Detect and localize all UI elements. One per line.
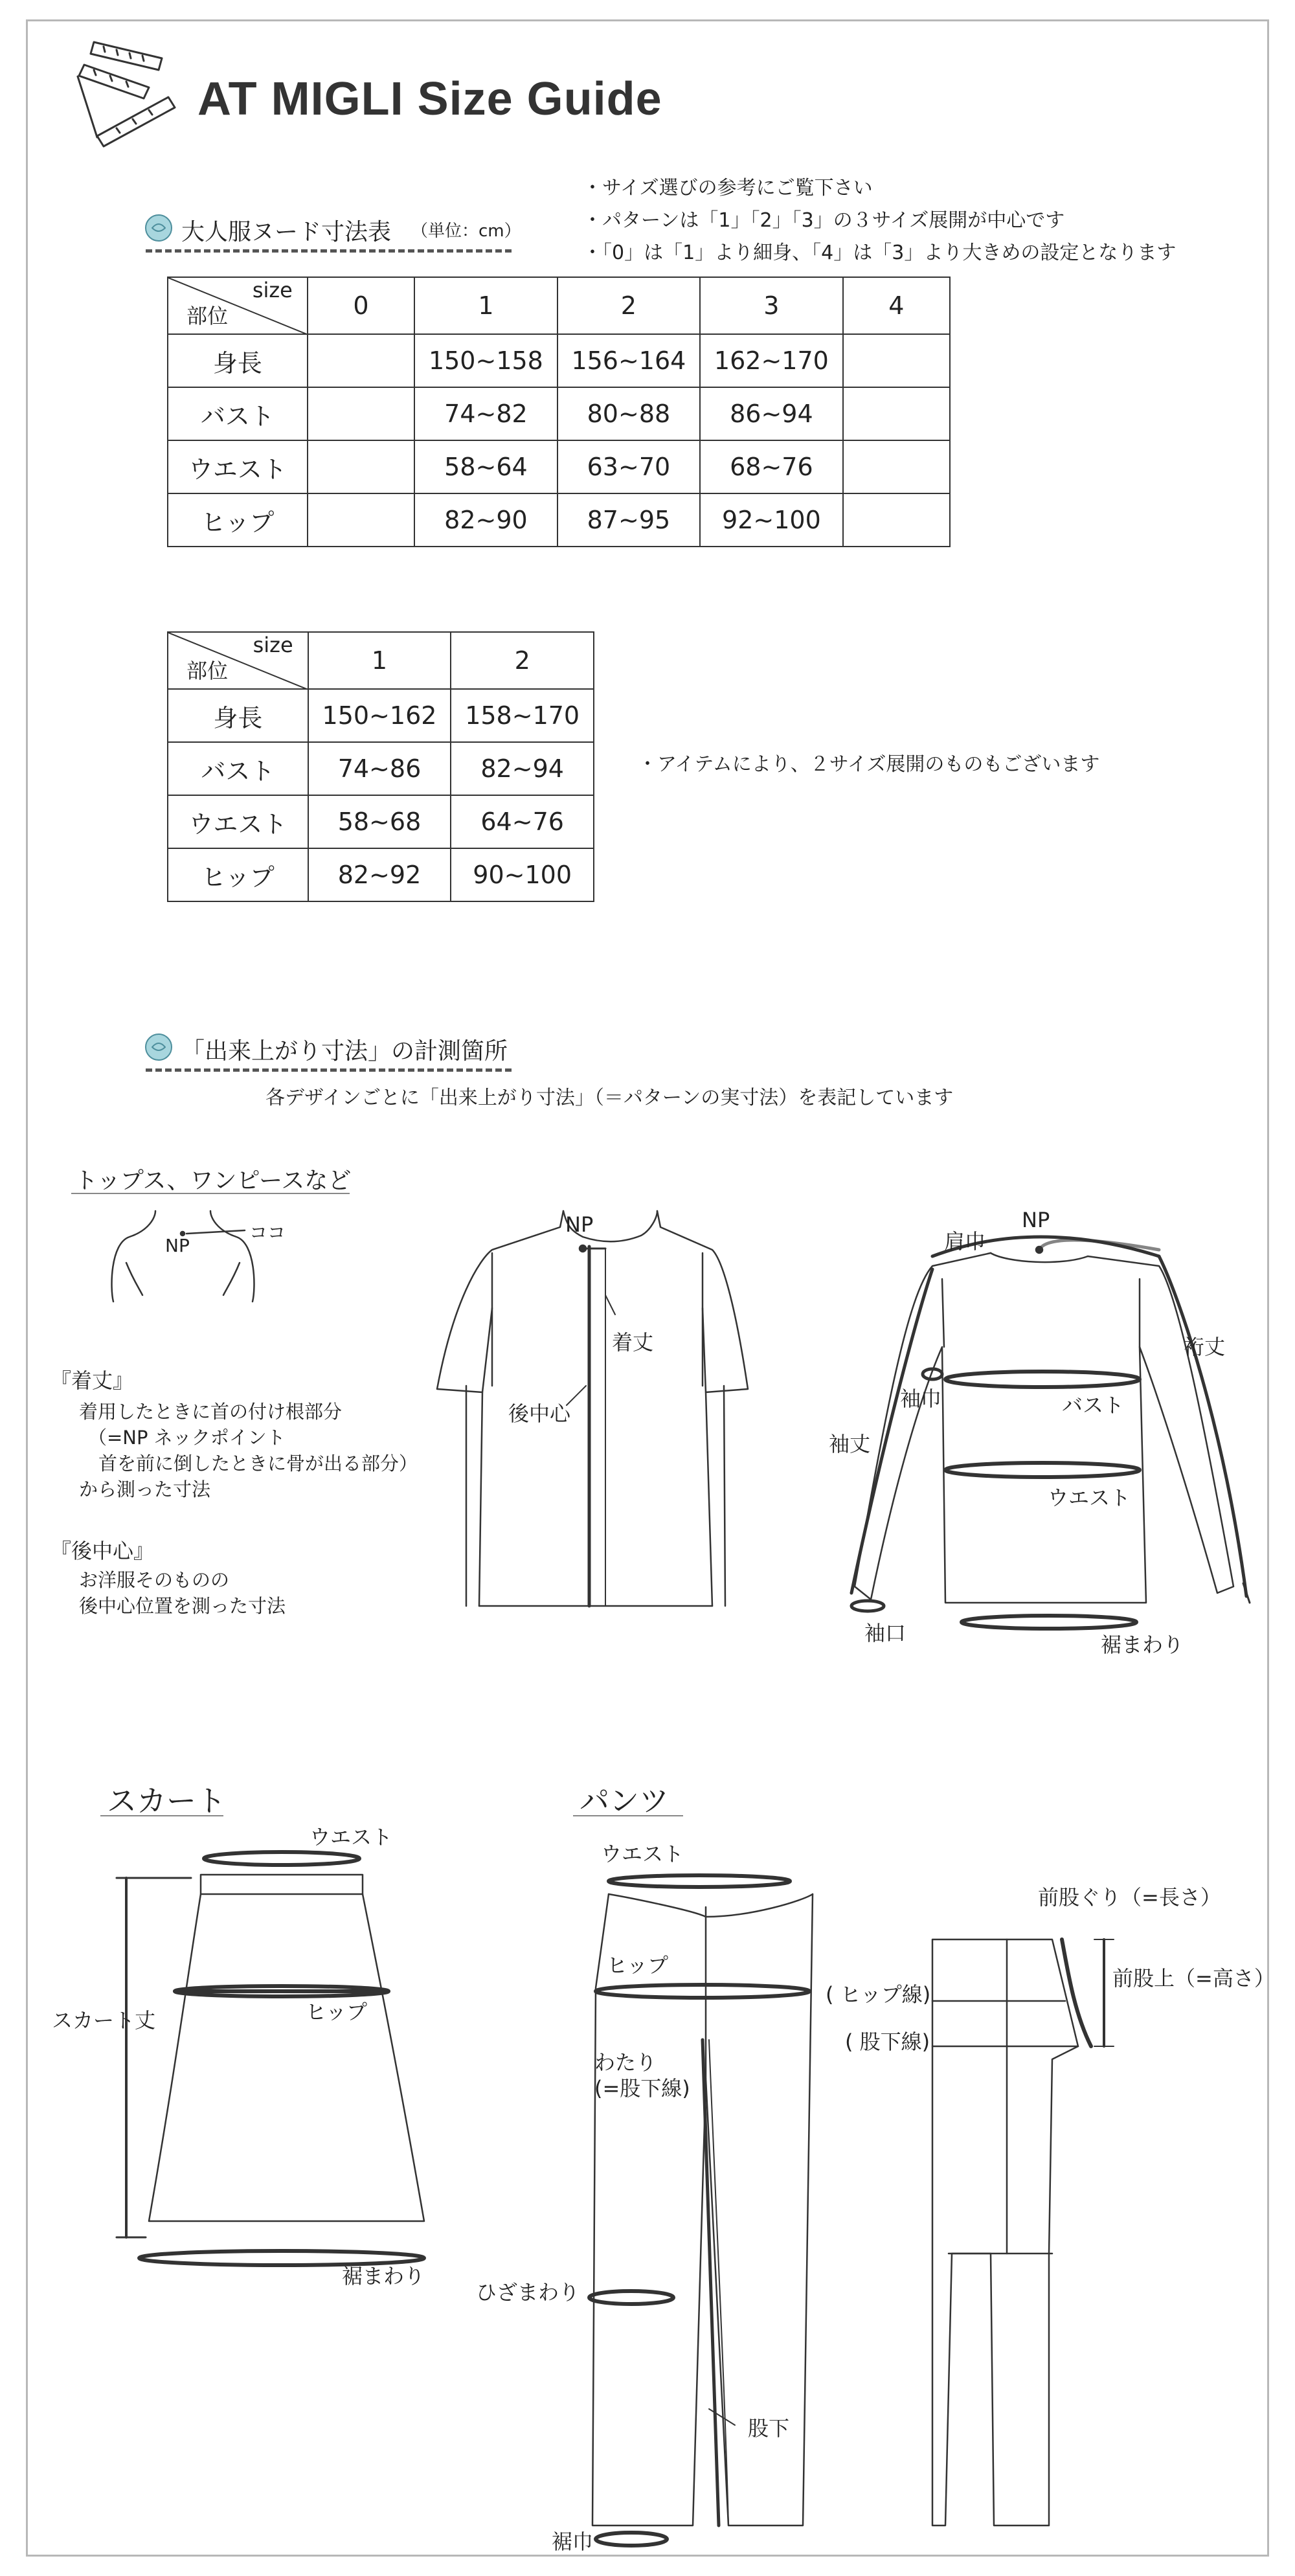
table-row — [168, 795, 594, 848]
np-here-label: ココ — [249, 1222, 286, 1243]
pants-heading-underline — [573, 1815, 683, 1816]
section-title-finished: 「出来上がり寸法」の計測箇所 — [181, 1038, 508, 1065]
pants-watari-note: (=股下線) — [594, 2076, 690, 2101]
table-cell — [843, 334, 950, 387]
kitake-title: 『着丈』 — [51, 1368, 134, 1393]
sweater-waist-label: ウエスト — [1048, 1486, 1131, 1510]
table-cell: 74~86 — [308, 742, 451, 795]
kitake-line: から測った寸法 — [79, 1478, 211, 1500]
pants-pattern-figure — [932, 1939, 1114, 2525]
sweater-yukitake-label: 裄丈 — [1184, 1335, 1226, 1359]
table-row — [168, 387, 950, 440]
row-label: ウエスト — [168, 795, 308, 848]
size-header: 0 — [308, 277, 414, 334]
table-corner — [168, 277, 308, 334]
sweater-katahaba-label: 肩巾 — [944, 1229, 986, 1254]
sweater-hem-label: 裾まわり — [1101, 1633, 1184, 1657]
ushiro-line: お洋服そのものの — [79, 1569, 230, 1591]
sweater-sodetake-label: 袖丈 — [829, 1432, 871, 1456]
pants-inseam-label: 股下 — [748, 2416, 790, 2441]
size-table-2 — [167, 631, 594, 902]
corner-size-label: size — [253, 633, 293, 657]
skirt-hip-label: ヒップ — [306, 2000, 368, 2024]
table-cell: 80~88 — [557, 387, 700, 440]
table-cell: 158~170 — [451, 689, 594, 742]
table-row — [168, 334, 950, 387]
table-cell: 63~70 — [557, 440, 700, 493]
two-size-note: ・アイテムにより、２サイズ展開のものもございます — [638, 753, 1100, 776]
table-cell: 90~100 — [451, 848, 594, 901]
table-cell — [308, 440, 414, 493]
sweater-figure — [851, 1237, 1250, 1629]
tops-heading-underline — [71, 1193, 350, 1194]
corner-size-label: size — [252, 278, 293, 302]
tops-heading: トップス、ワンピースなど — [74, 1168, 352, 1194]
note-line: ・パターンは「1」「2」「3」の３サイズ展開が中心です — [583, 209, 1065, 232]
ushiro-title: 『後中心』 — [51, 1539, 155, 1563]
row-label: ヒップ — [168, 493, 308, 547]
row-label: バスト — [168, 742, 308, 795]
table-cell: 92~100 — [700, 493, 842, 547]
table-cell — [308, 334, 414, 387]
table-cell: 86~94 — [700, 387, 842, 440]
section-underline — [146, 1068, 512, 1072]
size-header: 4 — [843, 277, 950, 334]
row-label: バスト — [168, 387, 308, 440]
crotch-line-label: ( 股下線) — [845, 2029, 930, 2054]
table-cell: 82~92 — [308, 848, 451, 901]
table-row — [168, 742, 594, 795]
pants-heading: パンツ — [580, 1783, 669, 1818]
table-row — [168, 493, 950, 547]
shirt-ushiro-label: 後中心 — [508, 1401, 571, 1426]
table-cell: 58~68 — [308, 795, 451, 848]
skirt-length-label: スカート丈 — [52, 2008, 156, 2033]
rose-icon-2 — [146, 1034, 172, 1060]
table-row — [168, 689, 594, 742]
body-back-figure — [112, 1211, 254, 1302]
size-header: 1 — [414, 277, 557, 334]
rose-icon — [146, 215, 172, 241]
table-corner — [168, 632, 308, 689]
tape-measure-icon — [78, 42, 175, 146]
size-table-5 — [167, 277, 951, 547]
pants-watari-label: わたり — [594, 2050, 657, 2075]
size-header: 2 — [557, 277, 700, 334]
row-label: ウエスト — [168, 440, 308, 493]
table-cell: 150~162 — [308, 689, 451, 742]
pants-knee-label: ひざまわり — [476, 2280, 580, 2305]
table-row — [168, 440, 950, 493]
skirt-waist-label: ウエスト — [310, 1825, 393, 1849]
sweater-bust-label: バスト — [1062, 1393, 1125, 1418]
size-header: 3 — [700, 277, 842, 334]
size-header: 2 — [451, 632, 594, 689]
table-cell: 68~76 — [700, 440, 842, 493]
ushiro-line: 後中心位置を測った寸法 — [79, 1595, 286, 1617]
shirt-figure — [437, 1211, 748, 1606]
page-title: AT MIGLI Size Guide — [197, 73, 662, 125]
sweater-sodehaba-label: 袖巾 — [900, 1386, 942, 1411]
table-cell: 82~94 — [451, 742, 594, 795]
table-row — [168, 848, 594, 901]
shirt-kitake-label: 着丈 — [612, 1330, 654, 1355]
pants-hem-label: 裾巾 — [552, 2529, 594, 2554]
row-label: ヒップ — [168, 848, 308, 901]
row-label: 身長 — [168, 689, 308, 742]
table-cell: 82~90 — [414, 493, 557, 547]
sweater-sodeguchi-label: 袖口 — [864, 1621, 906, 1645]
hip-line-label: ( ヒップ線) — [826, 1982, 931, 2007]
kitake-line: （=NP ネックポイント — [88, 1427, 286, 1449]
table-cell — [843, 440, 950, 493]
row-label: 身長 — [168, 334, 308, 387]
table-cell: 64~76 — [451, 795, 594, 848]
kitake-line: 着用したときに首の付け根部分 — [79, 1401, 343, 1423]
table-cell: 156~164 — [557, 334, 700, 387]
unit-label: （単位：cm） — [411, 221, 521, 241]
rise-height-label: 前股上（=高さ） — [1112, 1966, 1275, 1991]
table-cell: 74~82 — [414, 387, 557, 440]
note-line: ・「0」は「1」より細身、「4」は「3」より大きめの設定となります — [583, 242, 1177, 264]
section-title-nude: 大人服ヌード寸法表 — [181, 219, 392, 245]
rise-front-label: 前股ぐり（=長さ） — [1038, 1885, 1221, 1910]
table-cell — [308, 493, 414, 547]
skirt-heading: スカート — [107, 1783, 226, 1818]
skirt-heading-underline — [100, 1815, 223, 1816]
sweater-np-label: NP — [1022, 1208, 1050, 1232]
note-line: ・サイズ選びの参考にご覧下さい — [583, 177, 873, 199]
skirt-figure — [117, 1852, 424, 2265]
corner-part-label: 部位 — [186, 304, 229, 328]
pants-waist-label: ウエスト — [601, 1842, 684, 1866]
finished-note: 各デザインごとに「出来上がり寸法」（＝パターンの実寸法）を表記しています — [265, 1087, 954, 1109]
pants-hip-label: ヒップ — [607, 1953, 669, 1978]
np-label: NP — [165, 1235, 190, 1256]
skirt-hem-label: 裾まわり — [342, 2264, 425, 2288]
shirt-np-label: NP — [565, 1212, 594, 1237]
table-cell: 58~64 — [414, 440, 557, 493]
size-header: 1 — [308, 632, 451, 689]
kitake-line: 首を前に倒したときに骨が出る部分） — [98, 1452, 418, 1474]
table-cell — [308, 387, 414, 440]
corner-part-label: 部位 — [186, 659, 229, 683]
table-cell: 87~95 — [557, 493, 700, 547]
section-underline — [146, 249, 512, 253]
table-cell: 150~158 — [414, 334, 557, 387]
table-cell: 162~170 — [700, 334, 842, 387]
table-cell — [843, 387, 950, 440]
table-cell — [843, 493, 950, 547]
